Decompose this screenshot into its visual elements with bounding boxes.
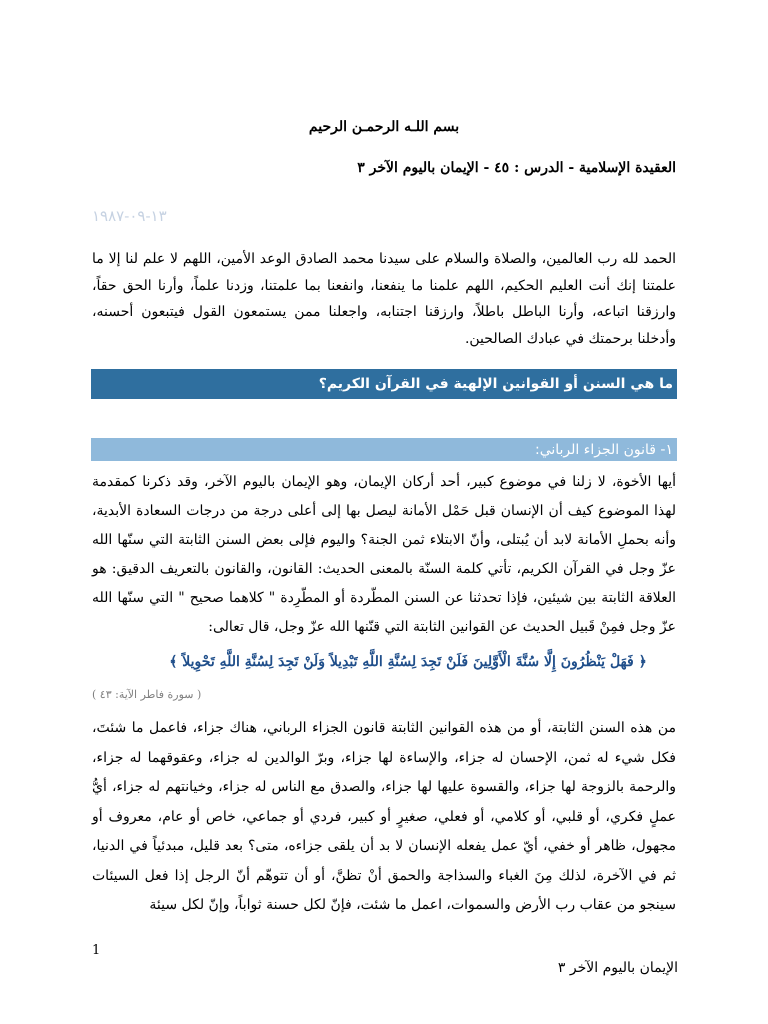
footer-title: الإيمان باليوم الآخر ٣ [557, 960, 678, 976]
section-heading-text: ١- قانون الجزاء الرباني: [534, 441, 673, 458]
lesson-title: العقيدة الإسلامية - الدرس : ٤٥ - الإيمان باليوم الآخر ٣ [357, 160, 676, 176]
section-heading-bar [91, 438, 677, 461]
section-paragraph-1: أيها الأخوة، لا زلنا في موضوع كبير، أحد أركان الإيمان، وهو الإيمان باليوم الآخر، وقد ذكرنا كمقدمة لهذا الموضوع كيف أن الإنسان قبل حَمْل الأمانة ليصل بها إلى أعلى درجة من درجات السعادة الأبدية، وأنه بحملِ الأمانة لابد أن يُبتلى، وأنّ الابتلاء ثمن الجنة؟ واليوم فإلى بعض السنن الثابتة التي سنّها الله عزّ وجل في القرآن الكريم، تأتي كلمة السنّة بالمعنى الحديث: القانون، والقانون بالتعريف الدقيق: هو العلاقة الثابتة بين شيئين، فإذا تحدثنا عن السنن المطّردة أو المطّرِدة " كلاهما صحيح " التي سنّها الله عزّ وجل فمِنْ قَبيل الحديث عن القوانين الثابتة التي قنّنها الله عزّ وجل، قال تعالى: [92, 474, 676, 635]
basmala-heading: بسم اللـه الرحمـن الرحيم [308, 119, 460, 135]
quran-verse: ﴿ فَهَلْ يَنْظُرُونَ إِلَّا سُنَّةَ الْأَوَّلِينَ فَلَنْ تَجِدَ لِسُنَّةِ اللَّهِ تَبْدِيلاً وَلَنْ تَجِدَ لِسُنَّةِ اللَّهِ تَحْوِيلاً ﴾ [169, 654, 647, 670]
page-number: 1 [92, 943, 101, 958]
verse-reference: ( سورة فاطر الآية: ٤٣ ) [92, 688, 202, 701]
date-code: ١٣-٠٩-١٩٨٧ [92, 207, 167, 225]
question-heading-bar [91, 369, 677, 399]
intro-paragraph: الحمد لله رب العالمين، والصلاة والسلام على سيدنا محمد الصادق الوعد الأمين، اللهم لا علم لنا إلا ما علمتنا إنك أنت العليم الحكيم، اللهم علمنا ما ينفعنا، وانفعنا بما علمتنا، وزدنا علماً، وأرنا الحق حقاً، وارزقنا اتباعه، وأرنا الباطل باطلاً، وارزقنا اجتنابه، واجعلنا ممن يستمعون القول فيتبعون أحسنه، وأدخلنا برحمتك في عبادك الصالحين. [92, 251, 676, 347]
section-paragraph-2: من هذه السنن الثابتة، أو من هذه القوانين الثابتة قانون الجزاء الرباني، هناك جزاء، فاعمل ما شئتَ، فكل شيء له ثمن، الإحسان له جزاء، والإساءة لها جزاء، وبرّ الوالدين له جزاء، وعقوقهما له جزاء، والرحمة بالزوجة لها جزاء، والقسوة عليها لها جزاء، والصدق مع الناس له جزاء، وخيانتهم له جزاء، أيُّ عملٍ فكري، أو قلبي، أو كلامي، أو فعلي، صغيرٍ أو كبير، فردي أو جماعي، خاص أو عام، معروف أو مجهول، ظاهر أو خفي، أيّ عمل يفعله الإنسان لا بد أن يلقى جزاءه، متى؟ بعد قليل، مبدئياً في الدنيا، ثم في الآخرة، لذلك مِنَ الغباء والسذاجة والحمق أنْ تظنَّ، أو أن تتوهّم أنّ الرجل إذا فعل السيئات سينجو من عقاب رب الأرض والسموات، اعمل ما شئت، فإنّ لكل حسنة ثواباً، وإنّ لكل سيئة [92, 720, 676, 913]
question-heading-text: ما هي السنن أو القوانين الإلهية في القرآن الكريم؟ [318, 376, 673, 392]
